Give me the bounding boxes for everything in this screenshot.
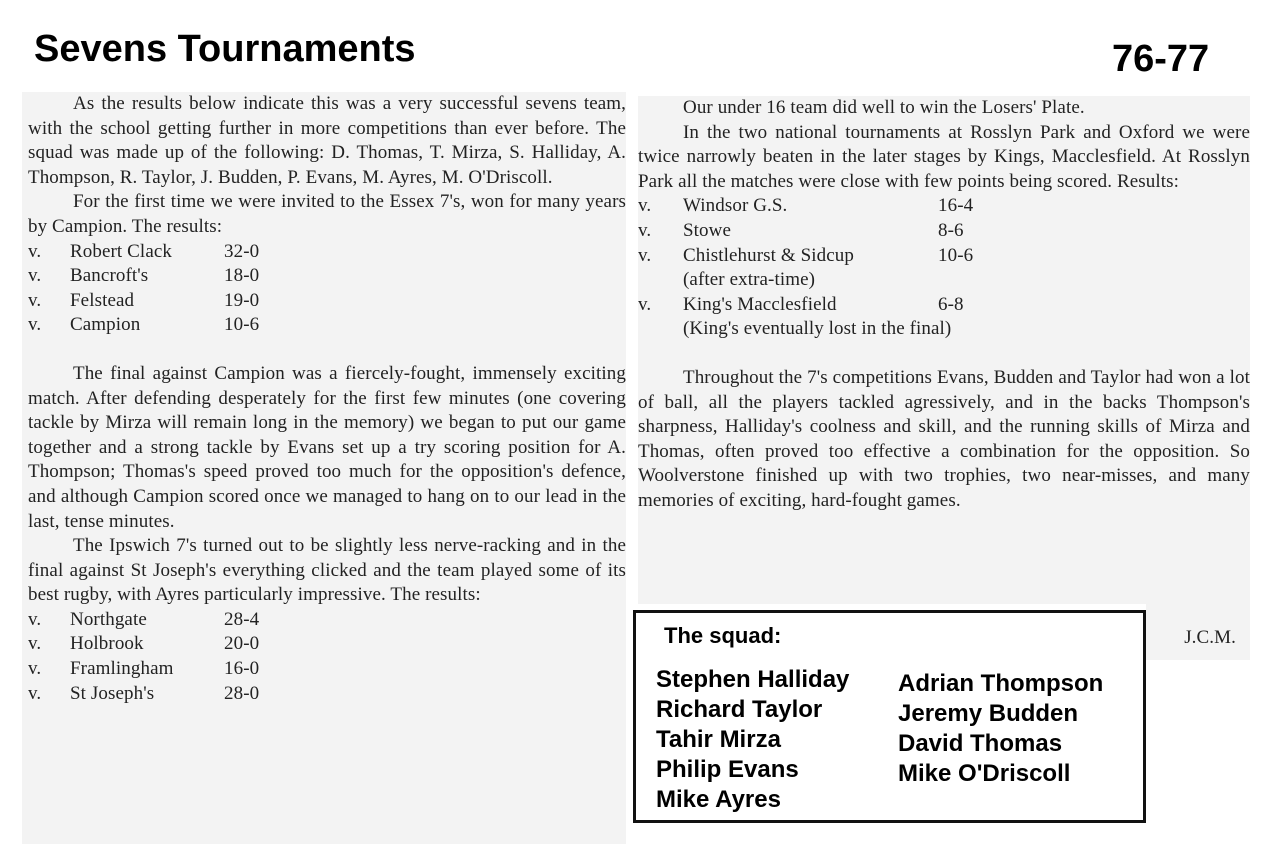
match-score: 6-8 [938,293,964,315]
match-score: 16-4 [938,195,974,217]
final-report-paragraph: The final against Campion was a fiercely-fought, immensely exciting match. After defending desperately for the first few minutes (one covering tackle by Mirza will remain long in the memory) we began to put our game together and a strong tackle by Evans set up a try scoring position for A. Thompson; Thomas's speed proved too much for the opposition's defence, and although Campion scored once we managed to hang on to our lead in the last, tense minutes. [28,362,626,532]
versus-label: v. [28,314,42,336]
versus-label: v. [638,195,652,217]
result-row [638,244,1250,269]
match-score: 32-0 [224,240,260,262]
result-row [638,219,1250,244]
squad-member: Stephen Halliday [656,666,850,693]
versus-label: v. [28,658,42,680]
squad-member: Tahir Mirza [656,726,781,753]
result-row [28,313,626,338]
result-row [28,657,626,682]
match-score: 19-0 [224,289,260,311]
result-row [28,608,626,633]
page-title: Sevens Tournaments [34,28,416,70]
result-row [28,682,626,707]
right-article-column [638,96,1250,604]
opponent-name: St Joseph's [70,682,155,704]
summary-paragraph: Throughout the 7's competitions Evans, Budden and Taylor had won a lot of ball, all the players tackled agressively, and in the backs Thompson's sharpness, Halliday's coolness and skill, and the running skills of Mirza and Thomas, often proved too effective a combination for the opposition. So Woolverstone finished up with two trophies, two near-misses, and many memories of exciting, hard-fought games. [638,366,1250,511]
match-score: 28-4 [224,608,260,630]
squad-member: Philip Evans [656,756,799,783]
result-row [28,632,626,657]
versus-label: v. [638,293,652,315]
squad-member: Jeremy Budden [898,700,1079,727]
match-score: 8-6 [938,219,964,241]
opponent-name: King's Macclesfield [683,293,837,315]
under16-paragraph: Our under 16 team did well to win the Losers' Plate. [683,97,1085,118]
result-row [28,240,626,265]
versus-label: v. [28,608,42,630]
intro-paragraph: As the results below indicate this was a very successful sevens team, with the school getting further in more competitions than ever before. The squad was made up of the following: D. Thomas, T. Mirza, S. Halliday, A. Thompson, R. Taylor, J. Budden, P. Evans, M. Ayres, M. O'Driscoll. [28,93,626,188]
squad-heading: The squad: [664,623,782,648]
left-article-column [22,92,626,844]
match-score: 28-0 [224,682,260,704]
author-initials: J.C.M. [1184,627,1236,648]
ipswich-results-list [28,608,626,706]
versus-label: v. [28,240,42,262]
opponent-name: Holbrook [70,633,144,655]
essex-results-list [28,240,626,338]
result-note: (King's eventually lost in the final) [683,318,952,340]
match-score: 10-6 [938,244,974,266]
versus-label: v. [28,265,42,287]
squad-box [633,610,1146,823]
signature-area [1146,604,1250,660]
opponent-name: Windsor G.S. [683,195,788,217]
squad-member: Adrian Thompson [898,670,1104,697]
versus-label: v. [638,219,652,241]
opponent-name: Bancroft's [70,265,149,287]
versus-label: v. [28,289,42,311]
result-row [28,289,626,314]
opponent-name: Campion [70,314,141,336]
essex-intro-paragraph: For the first time we were invited to the Essex 7's, won for many years by Campion. The results: [28,191,626,237]
result-row [28,264,626,289]
ipswich-intro-paragraph: The Ipswich 7's turned out to be slightly less nerve-racking and in the final against St Joseph's everything clicked and the team played some of its best rugby, with Ayres particularly impressive. The results: [28,535,626,606]
season-label: 76-77 [1112,38,1210,80]
national-intro-paragraph: In the two national tournaments at Rosslyn Park and Oxford we were twice narrowly beaten in the later stages by Kings, Macclesfield. At Rosslyn Park all the matches were close with few points being scored. Results: [638,121,1250,192]
squad-list-right [898,669,1103,789]
opponent-name: Chistlehurst & Sidcup [683,244,854,266]
result-note: (after extra-time) [683,269,816,291]
squad-list-left [656,665,849,815]
opponent-name: Northgate [70,608,147,630]
match-score: 18-0 [224,265,260,287]
result-row [638,194,1250,219]
match-score: 20-0 [224,633,260,655]
versus-label: v. [28,682,42,704]
opponent-name: Felstead [70,289,135,311]
squad-member: Mike Ayres [656,786,781,813]
versus-label: v. [638,244,652,266]
match-score: 10-6 [224,314,260,336]
national-results-list [638,194,1250,342]
squad-member: Mike O'Driscoll [898,760,1071,787]
squad-member: David Thomas [898,730,1063,757]
squad-member: Richard Taylor [656,696,823,723]
result-row [638,293,1250,318]
opponent-name: Stowe [683,219,731,241]
versus-label: v. [28,633,42,655]
opponent-name: Robert Clack [70,240,172,262]
match-score: 16-0 [224,658,260,680]
opponent-name: Framlingham [70,658,174,680]
